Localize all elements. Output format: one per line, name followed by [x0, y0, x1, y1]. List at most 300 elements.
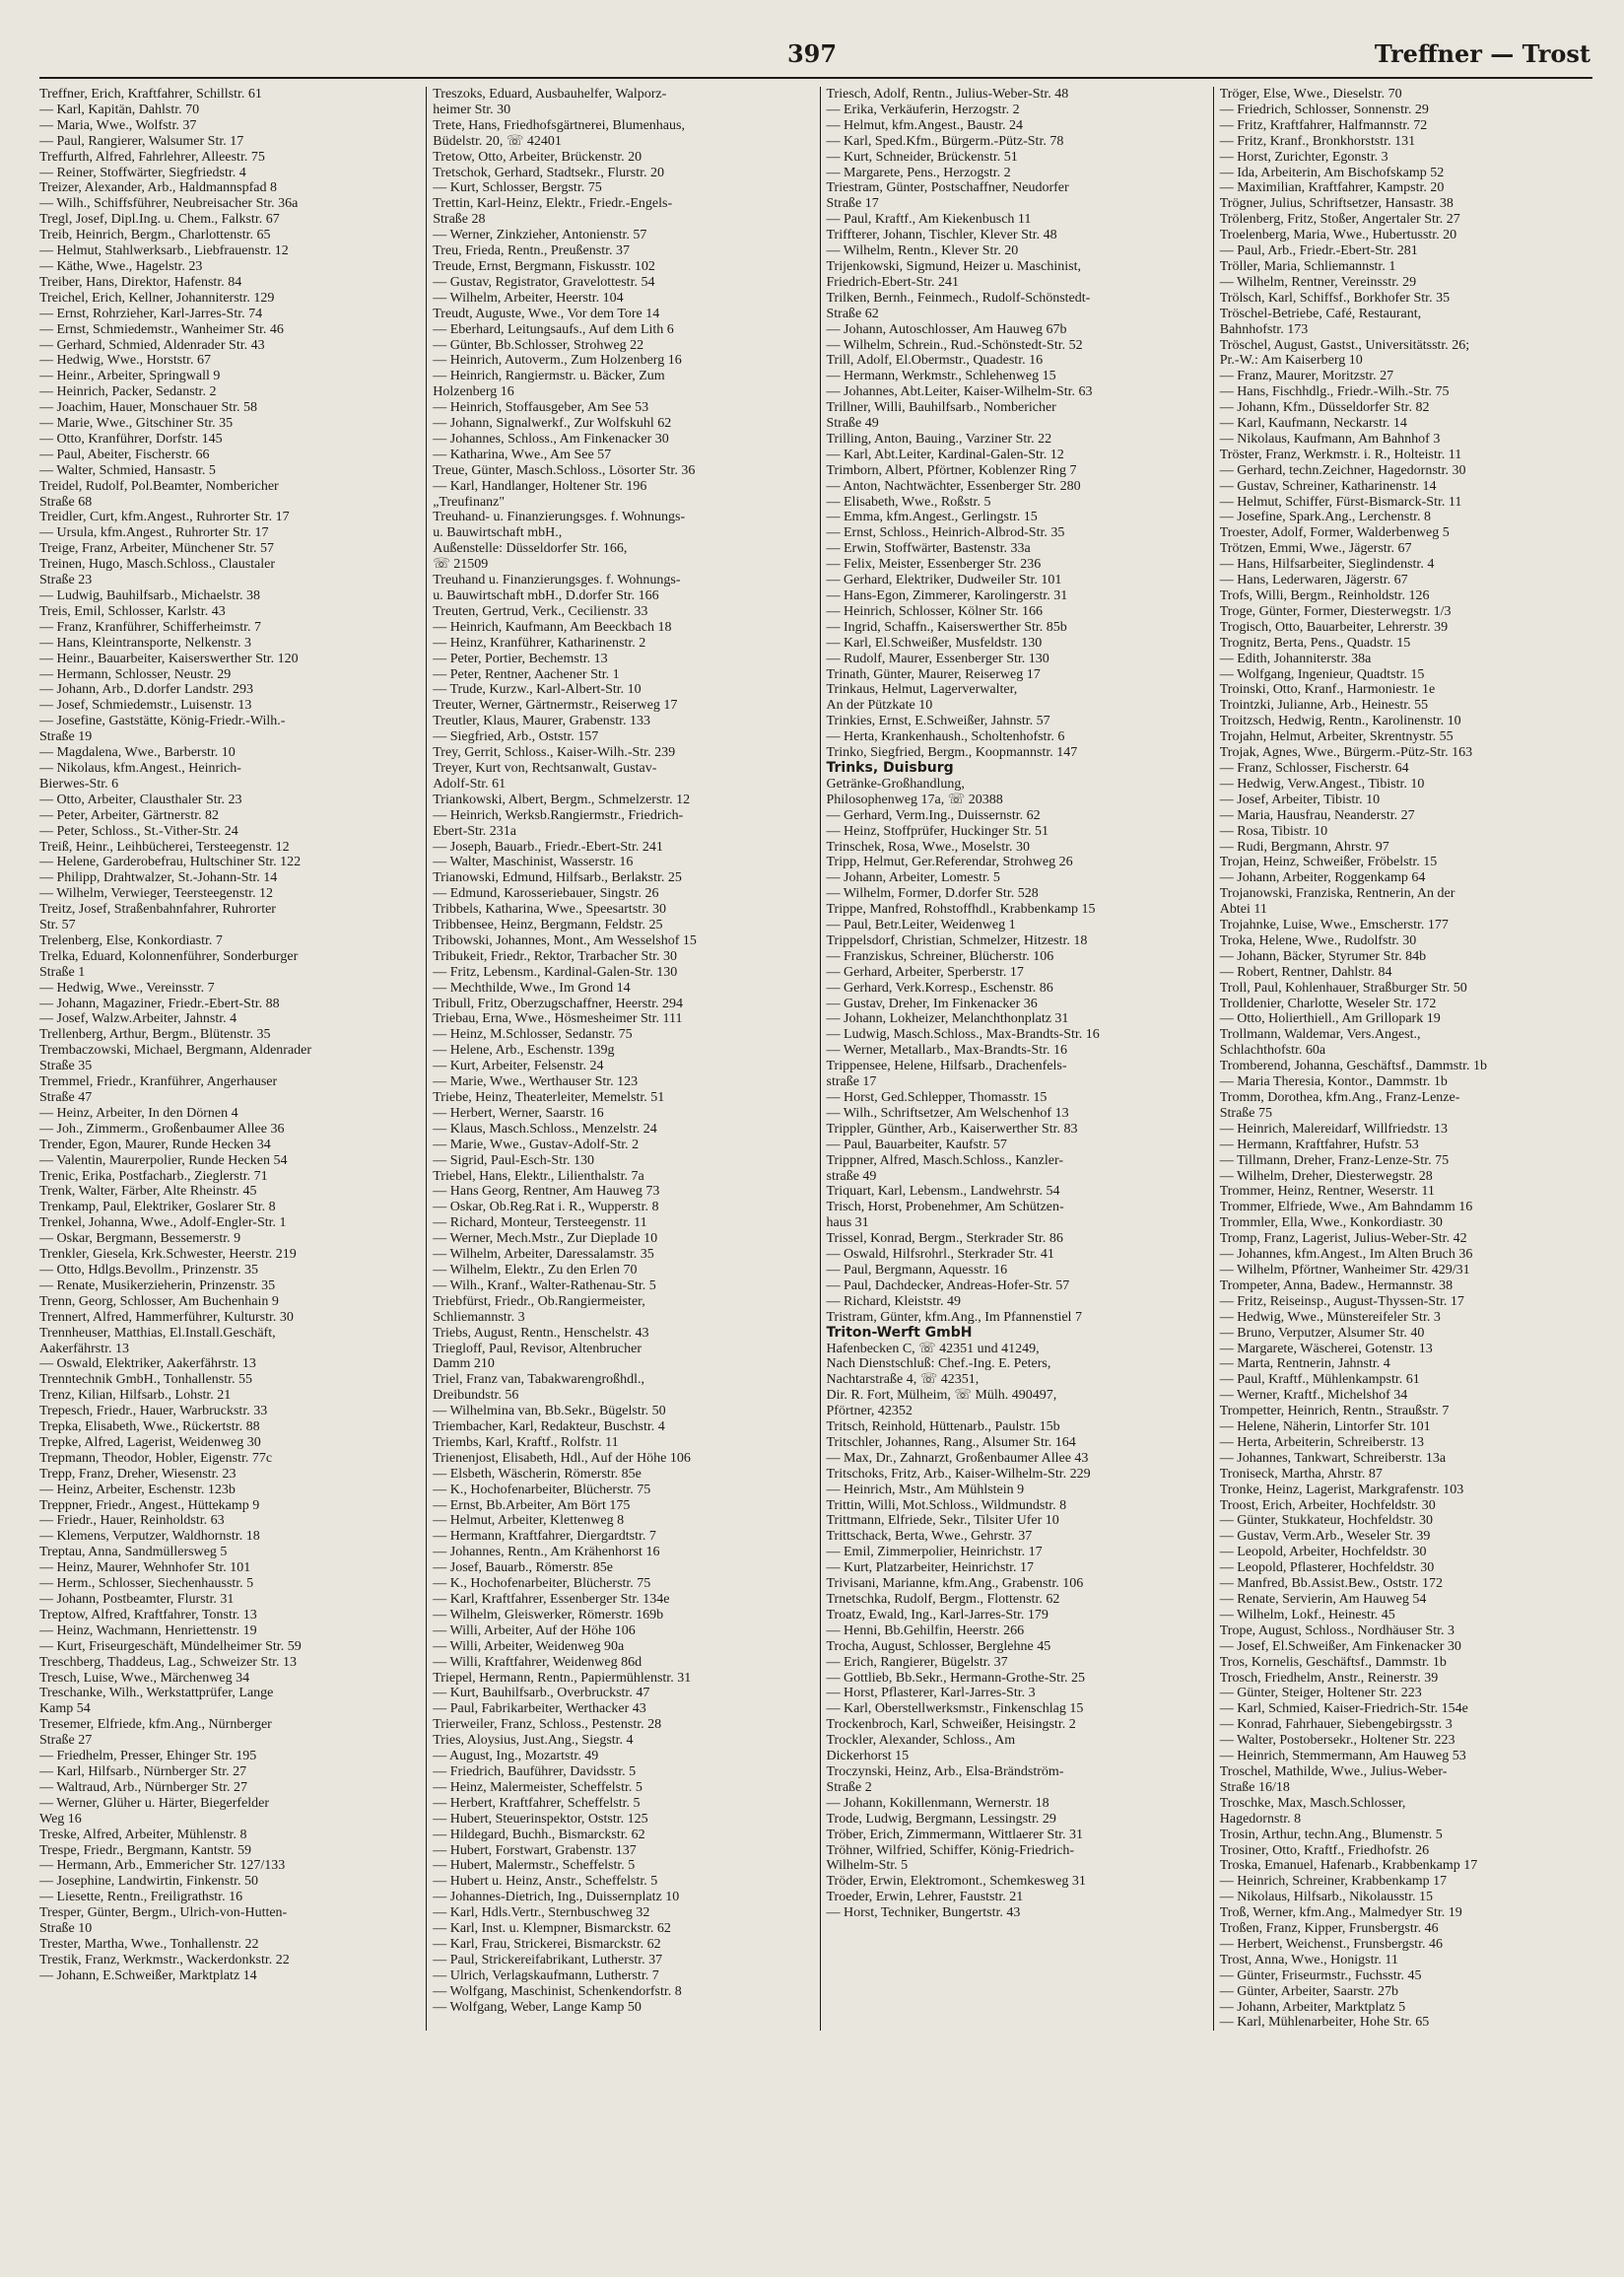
- directory-entry: — Fritz, Reiseinsp., August-Thyssen-Str. 17: [1219, 1293, 1464, 1309]
- directory-entry: — Horst, Techniker, Bungertstr. 43: [826, 1905, 1021, 1921]
- directory-entry: Trianowski, Edmund, Hilfsarb., Berlakstr. 25: [433, 870, 682, 886]
- directory-entry: — Karl, Schmied, Kaiser-Friedrich-Str. 154e: [1219, 1701, 1468, 1717]
- directory-entry: — Konrad, Fahrhauer, Siebengebirgsstr. 3: [1219, 1717, 1453, 1733]
- directory-entry: — Ernst, Schmiedemstr., Wanheimer Str. 46: [39, 321, 284, 337]
- directory-entry: Nachtarstraße 4, ☏ 42351,: [826, 1372, 980, 1388]
- directory-entry: — Joseph, Bauarb., Friedr.-Ebert-Str. 241: [433, 839, 663, 855]
- directory-entry: Trommler, Ella, Wwe., Konkordiastr. 30: [1219, 1215, 1443, 1231]
- directory-entry: Troniseck, Martha, Ahrstr. 87: [1219, 1466, 1383, 1482]
- directory-entry: — Hans Georg, Rentner, Am Hauweg 73: [433, 1184, 660, 1200]
- directory-entry: — Wilhelm, Rentn., Klever Str. 20: [826, 243, 1019, 259]
- directory-entry: — Rudi, Bergmann, Ahrstr. 97: [1219, 839, 1389, 855]
- directory-entry: Straße 19: [39, 729, 93, 745]
- directory-entry: — Herbert, Kraftfahrer, Scheffelstr. 5: [433, 1795, 641, 1811]
- directory-column-4: [1213, 87, 1592, 2031]
- directory-entry: — Joh., Zimmerm., Großenbaumer Allee 36: [39, 1121, 285, 1137]
- directory-entry: — Wilhelm, Former, D.dorfer Str. 528: [826, 886, 1039, 902]
- directory-entry: — Rudolf, Maurer, Essenberger Str. 130: [826, 651, 1049, 666]
- directory-entry: — Joachim, Hauer, Monschauer Str. 58: [39, 400, 258, 416]
- directory-entry: Triffterer, Johann, Tischler, Klever Str. 48: [826, 228, 1057, 243]
- directory-entry: — Reiner, Stoffwärter, Siegfriedstr. 4: [39, 165, 246, 180]
- directory-entry: — Gottlieb, Bb.Sekr., Hermann-Grothe-Str. 25: [826, 1670, 1085, 1686]
- directory-entry: — Heinr., Arbeiter, Springwall 9: [39, 369, 221, 384]
- directory-entry: — Josef, Schmiedemstr., Luisenstr. 13: [39, 698, 252, 714]
- directory-entry: Treinen, Hugo, Masch.Schloss., Claustaler: [39, 557, 276, 573]
- directory-entry: — Elisabeth, Wwe., Roßstr. 5: [826, 494, 991, 510]
- directory-entry: — Karl, Abt.Leiter, Kardinal-Galen-Str. 12: [826, 447, 1064, 462]
- directory-entry: Triembacher, Karl, Redakteur, Buschstr. 4: [433, 1419, 665, 1435]
- directory-entry: — Gerhard, techn.Zeichner, Hagedornstr. 30: [1219, 462, 1466, 478]
- directory-entry: Triquart, Karl, Lebensm., Landwehrstr. 54: [826, 1184, 1060, 1200]
- directory-entry: — Heinz, Malermeister, Scheffelstr. 5: [433, 1779, 643, 1795]
- directory-entry: — Franz, Maurer, Moritzstr. 27: [1219, 369, 1394, 384]
- directory-entry: — Maria Theresia, Kontor., Dammstr. 1b: [1219, 1074, 1448, 1090]
- directory-entry: Straße 62: [826, 306, 879, 321]
- directory-entry: — Johann, Lokheizer, Melanchthonplatz 31: [826, 1011, 1069, 1027]
- directory-entry: — Hermann, Kraftfahrer, Diergardtstr. 7: [433, 1529, 656, 1545]
- directory-entry: Trenkamp, Paul, Elektriker, Goslarer Str. 8: [39, 1200, 276, 1215]
- directory-entry: Tröller, Maria, Schliemannstr. 1: [1219, 258, 1396, 274]
- directory-entry: Trenntechnik GmbH., Tonhallenstr. 55: [39, 1372, 253, 1388]
- directory-entry: Treuten, Gertrud, Verk., Cecilienstr. 33: [433, 603, 648, 619]
- directory-entry: Straße 1: [39, 964, 86, 980]
- directory-entry: Trittmann, Elfriede, Sekr., Tilsiter Ufer 10: [826, 1513, 1059, 1529]
- directory-entry: — Erika, Verkäuferin, Herzogstr. 2: [826, 102, 1020, 117]
- directory-entry: Tritschoks, Fritz, Arb., Kaiser-Wilhelm-Str. 229: [826, 1466, 1091, 1482]
- directory-entry: Außenstelle: Düsseldorfer Str. 166,: [433, 541, 628, 557]
- directory-entry: — Hans, Lederwaren, Jägerstr. 67: [1219, 573, 1408, 588]
- directory-entry: — Josefine, Gaststätte, König-Friedr.-Wilh.-: [39, 714, 286, 729]
- directory-entry: Troschel, Mathilde, Wwe., Julius-Weber-: [1219, 1763, 1448, 1779]
- directory-entry: Tregl, Josef, Dipl.Ing. u. Chem., Falkstr. 67: [39, 212, 280, 228]
- directory-entry: — Wilhelm, Rentner, Vereinsstr. 29: [1219, 274, 1417, 290]
- directory-entry: Tröder, Erwin, Elektromont., Schemkesweg 31: [826, 1874, 1086, 1890]
- directory-entry: Trognitz, Berta, Pens., Quadstr. 15: [1219, 635, 1411, 651]
- directory-entry: Trisch, Horst, Probenehmer, Am Schützen-: [826, 1200, 1064, 1215]
- directory-entry: Treue, Günter, Masch.Schloss., Lösorter Str. 36: [433, 462, 696, 478]
- directory-entry: Trinkaus, Helmut, Lagerverwalter,: [826, 682, 1018, 698]
- directory-entry: Trojanowski, Franziska, Rentnerin, An der: [1219, 886, 1455, 902]
- directory-entry: — Renate, Musikerzieherin, Prinzenstr. 35: [39, 1277, 276, 1293]
- directory-entry: Str. 57: [39, 918, 76, 933]
- directory-entry: Treige, Franz, Arbeiter, Münchener Str. 57: [39, 541, 275, 557]
- directory-entry: Trienenjost, Elisabeth, Hdl., Auf der Höhe 106: [433, 1450, 691, 1466]
- directory-entry: Trepka, Elisabeth, Wwe., Rückertstr. 88: [39, 1419, 260, 1435]
- directory-entry: Tresch, Luise, Wwe., Märchenweg 34: [39, 1670, 250, 1686]
- directory-entry: Straße 16/18: [1219, 1779, 1290, 1795]
- directory-entry: Troßen, Franz, Kipper, Frunsbergstr. 46: [1219, 1921, 1439, 1937]
- directory-entry: Tribbensee, Heinz, Bergmann, Feldstr. 25: [433, 918, 663, 933]
- directory-entry: — Gerhard, Schmied, Aldenrader Str. 43: [39, 337, 265, 353]
- directory-entry: — Hubert, Malermstr., Scheffelstr. 5: [433, 1858, 636, 1874]
- directory-entry: — Marie, Wwe., Gustav-Adolf-Str. 2: [433, 1137, 640, 1152]
- directory-entry: — Ludwig, Masch.Schloss., Max-Brandts-Str. 16: [826, 1027, 1100, 1043]
- directory-entry: Trierweiler, Franz, Schloss., Pestenstr. 28: [433, 1717, 662, 1733]
- directory-entry: Straße 2: [826, 1779, 872, 1795]
- directory-entry: — Walter, Schmied, Hansastr. 5: [39, 462, 216, 478]
- directory-entry: — Karl, Kapitän, Dahlstr. 70: [39, 102, 200, 117]
- directory-entry: Trender, Egon, Maurer, Runde Hecken 34: [39, 1137, 271, 1152]
- directory-entry: — Paul, Strickereifabrikant, Lutherstr. 37: [433, 1952, 663, 1967]
- directory-entry: Trojahnke, Luise, Wwe., Emscherstr. 177: [1219, 918, 1449, 933]
- directory-entry: — Wilhelm, Lokf., Heinestr. 45: [1219, 1607, 1395, 1622]
- directory-entry: — Leopold, Pflasterer, Hochfeldstr. 30: [1219, 1560, 1435, 1576]
- directory-entry: Straße 68: [39, 494, 93, 510]
- directory-entry: Triankowski, Albert, Bergm., Schmelzerstr. 12: [433, 792, 691, 807]
- directory-entry: — Werner, Mech.Mstr., Zur Dieplade 10: [433, 1231, 658, 1247]
- page-number: 397: [786, 39, 838, 68]
- directory-entry: — Heinrich, Stoffausgeber, Am See 53: [433, 400, 649, 416]
- directory-entry: Trnetschka, Rudolf, Bergm., Flottenstr. 62: [826, 1592, 1060, 1607]
- directory-entry: Kamp 54: [39, 1701, 91, 1717]
- directory-entry: — Werner, Metallarb., Max-Brandts-Str. 16: [826, 1043, 1068, 1059]
- directory-entry: Trinkies, Ernst, E.Schweißer, Jahnstr. 57: [826, 714, 1050, 729]
- directory-entry: Trommer, Elfriede, Wwe., Am Bahndamm 16: [1219, 1200, 1473, 1215]
- directory-entry: Treitz, Josef, Straßenbahnfahrer, Ruhrorter: [39, 902, 276, 918]
- directory-entry: u. Bauwirtschaft mbH., D.dorfer Str. 166: [433, 588, 659, 603]
- directory-entry: Tretschok, Gerhard, Stadtsekr., Flurstr. 20: [433, 165, 664, 180]
- directory-entry: Treske, Alfred, Arbeiter, Mühlenstr. 8: [39, 1827, 247, 1842]
- directory-entry: Trembaczowski, Michael, Bergmann, Aldenrader: [39, 1043, 312, 1059]
- directory-entry: — Hermann, Kraftfahrer, Hufstr. 53: [1219, 1137, 1419, 1152]
- directory-entry: Tribbels, Katharina, Wwe., Speesartstr. 30: [433, 902, 667, 918]
- directory-entry: — Johann, Kfm., Düsseldorfer Str. 82: [1219, 400, 1430, 416]
- directory-entry: — Otto, Holierthiell., Am Grillopark 19: [1219, 1011, 1441, 1027]
- directory-entry: Trelenberg, Else, Konkordiastr. 7: [39, 932, 223, 948]
- directory-entry: — Johann, Kokillenmann, Wernerstr. 18: [826, 1795, 1049, 1811]
- directory-entry: Treudt, Auguste, Wwe., Vor dem Tore 14: [433, 306, 660, 321]
- directory-entry: Trost, Anna, Wwe., Honigstr. 11: [1219, 1952, 1398, 1967]
- directory-entry: — Hubert u. Heinz, Anstr., Scheffelstr. 5: [433, 1874, 658, 1890]
- directory-entry: — Otto, Hdlgs.Bevollm., Prinzenstr. 35: [39, 1262, 259, 1277]
- directory-entry: Triepel, Hermann, Rentn., Papiermühlenstr. 31: [433, 1670, 692, 1686]
- directory-entry: Trettin, Karl-Heinz, Elektr., Friedr.-Engels-: [433, 196, 673, 212]
- directory-entry: — Heinrich, Autoverm., Zum Holzenberg 16: [433, 353, 682, 369]
- directory-entry: — Hubert, Steuerinspektor, Oststr. 125: [433, 1811, 648, 1827]
- directory-entry: — Karl, Handlanger, Holtener Str. 196: [433, 478, 647, 494]
- directory-entry: — Herbert, Werner, Saarstr. 16: [433, 1105, 604, 1121]
- directory-entry: — Karl, Inst. u. Klempner, Bismarckstr. 62: [433, 1921, 671, 1937]
- directory-entry: — Johannes, Schloss., Am Finkenacker 30: [433, 431, 669, 447]
- directory-entry: — Hans, Fischhdlg., Friedr.-Wilh.-Str. 75: [1219, 384, 1450, 400]
- directory-entry: — Heinz, M.Schlosser, Sedanstr. 75: [433, 1027, 633, 1043]
- directory-entry: Trippensee, Helene, Hilfsarb., Drachenfels-: [826, 1059, 1067, 1074]
- directory-entry: — Josephine, Landwirtin, Finkenstr. 50: [39, 1874, 259, 1890]
- directory-entry: Trojan, Heinz, Schweißer, Fröbelstr. 15: [1219, 855, 1438, 870]
- directory-entry: — Oskar, Bergmann, Bessemerstr. 9: [39, 1231, 241, 1247]
- directory-entry: — Gerhard, Arbeiter, Sperberstr. 17: [826, 964, 1024, 980]
- directory-entry: Trockenbroch, Karl, Schweißer, Heisingstr. 2: [826, 1717, 1076, 1733]
- directory-entry: — Ida, Arbeiterin, Am Bischofskamp 52: [1219, 165, 1445, 180]
- directory-entry: Treszoks, Eduard, Ausbauhelfer, Walporz-: [433, 87, 667, 102]
- directory-entry: Treffner, Erich, Kraftfahrer, Schillstr. 61: [39, 87, 262, 102]
- directory-entry: — Paul, Bergmann, Aquesstr. 16: [826, 1262, 1008, 1277]
- directory-entry: Triesch, Adolf, Rentn., Julius-Weber-Str. 48: [826, 87, 1069, 102]
- directory-entry: — Heinrich, Schreiner, Krabbenkamp 17: [1219, 1874, 1448, 1890]
- directory-entry: — Friedrich, Bauführer, Davidsstr. 5: [433, 1763, 637, 1779]
- directory-entry: — Ernst, Rohrzieher, Karl-Jarres-Str. 74: [39, 306, 263, 321]
- directory-entry: Büdelstr. 20, ☏ 42401: [433, 133, 562, 149]
- directory-entry: Tritschler, Johannes, Rang., Alsumer Str. 164: [826, 1434, 1076, 1450]
- directory-entry: — Maria, Wwe., Wolfstr. 37: [39, 117, 197, 133]
- directory-entry: — Paul, Rangierer, Walsumer Str. 17: [39, 133, 244, 149]
- directory-entry: Troost, Erich, Arbeiter, Hochfeldstr. 30: [1219, 1497, 1436, 1513]
- directory-entry: Dreibundstr. 56: [433, 1388, 519, 1404]
- directory-entry: Treude, Ernst, Bergmann, Fiskusstr. 102: [433, 258, 655, 274]
- directory-entry: Treib, Heinrich, Bergm., Charlottenstr. 65: [39, 228, 271, 243]
- directory-entry: — Heinrich, Stemmermann, Am Hauweg 53: [1219, 1749, 1466, 1764]
- directory-entry: Tromp, Franz, Lagerist, Julius-Weber-Str. 42: [1219, 1231, 1467, 1247]
- directory-entry: — Karl, Sped.Kfm., Bürgerm.-Pütz-Str. 78: [826, 133, 1064, 149]
- directory-entry: Triel, Franz van, Tabakwarengroßhdl.,: [433, 1372, 645, 1388]
- directory-entry: Treuhand u. Finanzierungsges. f. Wohnungs-: [433, 573, 681, 588]
- directory-entry: Trippelsdorf, Christian, Schmelzer, Hitzestr. 18: [826, 932, 1088, 948]
- directory-entry: — Otto, Kranführer, Dorfstr. 145: [39, 431, 223, 447]
- directory-entry: — Hans, Kleintransporte, Nelkenstr. 3: [39, 635, 252, 651]
- directory-entry: — Hedwig, Verw.Angest., Tibistr. 10: [1219, 776, 1425, 792]
- directory-entry: — Kurt, Arbeiter, Felsenstr. 24: [433, 1059, 604, 1074]
- directory-entry: Trinks, Duisburg: [826, 759, 954, 776]
- directory-entry: — Günter, Steiger, Holtener Str. 223: [1219, 1686, 1422, 1701]
- directory-entry: — Johann, Arbeiter, Lomestr. 5: [826, 870, 1000, 886]
- directory-entry: Adolf-Str. 61: [433, 776, 507, 792]
- directory-entry: — Heinz, Kranführer, Katharinenstr. 2: [433, 635, 646, 651]
- directory-entry: Triebel, Hans, Elektr., Lilienthalstr. 7a: [433, 1168, 644, 1184]
- directory-entry: Trinath, Günter, Maurer, Reiserweg 17: [826, 666, 1041, 682]
- directory-entry: — August, Ing., Mozartstr. 49: [433, 1749, 599, 1764]
- directory-entry: Weg 16: [39, 1811, 82, 1827]
- directory-entry: Pr.-W.: Am Kaiserberg 10: [1219, 353, 1363, 369]
- directory-entry: — Helmut, Arbeiter, Klettenweg 8: [433, 1513, 625, 1529]
- directory-entry: — Wilhelm, Dreher, Diesterwegstr. 28: [1219, 1168, 1433, 1184]
- directory-entry: — Heinrich, Werksb.Rangiermstr., Friedrich-: [433, 807, 684, 823]
- directory-entry: — Oskar, Ob.Reg.Rat i. R., Wupperstr. 8: [433, 1200, 659, 1215]
- directory-entry: — Richard, Kleiststr. 49: [826, 1293, 961, 1309]
- directory-entry: Trimborn, Albert, Pförtner, Koblenzer Ring 7: [826, 462, 1077, 478]
- directory-entry: — Heinz, Arbeiter, In den Dörnen 4: [39, 1105, 238, 1121]
- directory-entry: Trissel, Konrad, Bergm., Sterkrader Str. 86: [826, 1231, 1063, 1247]
- directory-entry: Ebert-Str. 231a: [433, 823, 517, 839]
- directory-entry: — Wilhelm, Schrein., Rud.-Schönstedt-Str. 52: [826, 337, 1083, 353]
- directory-entry: Treschanke, Wilh., Werkstattprüfer, Lange: [39, 1686, 274, 1701]
- directory-entry: Treidler, Curt, kfm.Angest., Ruhrorter Str. 17: [39, 510, 290, 525]
- directory-entry: — Peter, Schloss., St.-Vither-Str. 24: [39, 823, 238, 839]
- directory-entry: — Kurt, Platzarbeiter, Heinrichstr. 17: [826, 1560, 1035, 1576]
- directory-entry: Trillner, Willi, Bauhilfsarb., Nombericher: [826, 400, 1056, 416]
- directory-entry: Trögner, Julius, Schriftsetzer, Hansastr. 38: [1219, 196, 1454, 212]
- directory-entry: — Richard, Monteur, Tersteegenstr. 11: [433, 1215, 647, 1231]
- directory-entry: — Johannes, kfm.Angest., Im Alten Bruch 36: [1219, 1247, 1473, 1263]
- directory-entry: Straße 75: [1219, 1105, 1273, 1121]
- directory-entry: — Karl, Hilfsarb., Nürnberger Str. 27: [39, 1763, 247, 1779]
- directory-entry: — Eberhard, Leitungsaufs., Auf dem Lith 6: [433, 321, 674, 337]
- directory-entry: — Edith, Johanniterstr. 38a: [1219, 651, 1372, 666]
- directory-entry: Triebe, Heinz, Theaterleiter, Memelstr. 51: [433, 1090, 665, 1105]
- directory-entry: Pförtner, 42352: [826, 1404, 913, 1419]
- directory-entry: — Heinz, Stoffprüfer, Huckinger Str. 51: [826, 823, 1049, 839]
- directory-entry: — Henni, Bb.Gehilfin, Heerstr. 266: [826, 1622, 1025, 1638]
- directory-entry: — Emma, kfm.Angest., Gerlingstr. 15: [826, 510, 1038, 525]
- directory-entry: — Walter, Maschinist, Wasserstr. 16: [433, 855, 634, 870]
- directory-entry: — Paul, Abeiter, Fischerstr. 66: [39, 447, 210, 462]
- directory-entry: Dir. R. Fort, Mülheim, ☏ Mülh. 490497,: [826, 1388, 1057, 1404]
- directory-entry: — Johann, Magaziner, Friedr.-Ebert-Str. 88: [39, 996, 280, 1011]
- directory-entry: — Kurt, Schlosser, Bergstr. 75: [433, 180, 602, 196]
- directory-entry: Treis, Emil, Schlosser, Karlstr. 43: [39, 603, 226, 619]
- directory-column-3: [820, 87, 1199, 2031]
- directory-entry: Trompetter, Heinrich, Rentn., Straußstr. 7: [1219, 1404, 1450, 1419]
- directory-entry: — Wolfgang, Ingenieur, Quadtstr. 15: [1219, 666, 1425, 682]
- directory-entry: — Wilh., Kranf., Walter-Rathenau-Str. 5: [433, 1277, 656, 1293]
- directory-entry: — Hermann, Werkmstr., Schlehenweg 15: [826, 369, 1056, 384]
- directory-entry: Trolldenier, Charlotte, Weseler Str. 172: [1219, 996, 1437, 1011]
- directory-entry: Trosch, Friedhelm, Anstr., Reinerstr. 39: [1219, 1670, 1439, 1686]
- directory-entry: Troczynski, Heinz, Arb., Elsa-Brändström-: [826, 1763, 1064, 1779]
- directory-entry: Treschberg, Thaddeus, Lag., Schweizer Str. 13: [39, 1654, 298, 1670]
- directory-entry: Trelka, Eduard, Kolonnenführer, Sonderburger: [39, 948, 299, 964]
- directory-entry: Trommer, Heinz, Rentner, Weserstr. 11: [1219, 1184, 1435, 1200]
- directory-entry: Trilken, Bernh., Feinmech., Rudolf-Schönstedt-: [826, 290, 1091, 306]
- directory-entry: — Friedr., Hauer, Reinholdstr. 63: [39, 1513, 225, 1529]
- directory-entry: — Johann, Signalwerkf., Zur Wolfskuhl 62: [433, 416, 672, 432]
- directory-entry: Damm 210: [433, 1356, 495, 1372]
- directory-entry: Trippe, Manfred, Rohstoffhdl., Krabbenkamp 15: [826, 902, 1096, 918]
- directory-entry: — Franziskus, Schreiner, Blücherstr. 106: [826, 948, 1054, 964]
- directory-entry: — Paul, Kraftf., Am Kiekenbusch 11: [826, 212, 1032, 228]
- directory-entry: — Werner, Zinkzieher, Antonienstr. 57: [433, 228, 647, 243]
- directory-entry: Trennheuser, Matthias, El.Install.Geschäft,: [39, 1325, 276, 1341]
- directory-entry: — Horst, Zurichter, Egonstr. 3: [1219, 149, 1388, 165]
- directory-entry: Trenic, Erika, Postfacharb., Zieglerstr. 71: [39, 1168, 268, 1184]
- directory-entry: — Marie, Wwe., Werthauser Str. 123: [433, 1074, 639, 1090]
- directory-entry: Trittschack, Berta, Wwe., Gehrstr. 37: [826, 1529, 1033, 1545]
- directory-entry: Trestik, Franz, Werkmstr., Wackerdonkstr. 22: [39, 1952, 290, 1967]
- directory-entry: — Felix, Meister, Essenberger Str. 236: [826, 557, 1042, 573]
- directory-entry: — Johannes, Tankwart, Schreiberstr. 13a: [1219, 1450, 1447, 1466]
- header-rule: [39, 77, 1592, 79]
- directory-entry: Triestram, Günter, Postschaffner, Neudorfer: [826, 180, 1069, 196]
- directory-entry: — Günter, Friseurmstr., Fuchsstr. 45: [1219, 1967, 1422, 1983]
- directory-entry: — Günter, Bb.Schlosser, Strohweg 22: [433, 337, 644, 353]
- directory-entry: Trepmann, Theodor, Hobler, Eigenstr. 77c: [39, 1450, 273, 1466]
- directory-entry: Trenz, Kilian, Hilfsarb., Lohstr. 21: [39, 1388, 232, 1404]
- directory-entry: u. Bauwirtschaft mbH.,: [433, 525, 563, 541]
- directory-entry: — Wilhelm, Pförtner, Wanheimer Str. 429/31: [1219, 1262, 1470, 1277]
- directory-entry: — K., Hochofenarbeiter, Blücherstr. 75: [433, 1482, 651, 1497]
- directory-entry: — Trude, Kurzw., Karl-Albert-Str. 10: [433, 682, 642, 698]
- directory-entry: — Heinz, Wachmann, Henriettenstr. 19: [39, 1622, 257, 1638]
- directory-entry: Straße 35: [39, 1059, 93, 1074]
- directory-entry: — Gustav, Schreiner, Katharinenstr. 14: [1219, 478, 1437, 494]
- directory-entry: — Hermann, Arb., Emmericher Str. 127/133: [39, 1858, 286, 1874]
- directory-entry: — Wolfgang, Weber, Lange Kamp 50: [433, 1999, 642, 2015]
- directory-entry: Tribukeit, Friedr., Rektor, Trarbacher Str. 30: [433, 948, 678, 964]
- directory-entry: — Johannes, Rentn., Am Krähenhorst 16: [433, 1545, 660, 1560]
- directory-entry: — Heinz, Maurer, Wehnhofer Str. 101: [39, 1560, 251, 1576]
- directory-entry: Tröschel-Betriebe, Café, Restaurant,: [1219, 306, 1422, 321]
- directory-entry: — Ernst, Schloss., Heinrich-Albrod-Str. 35: [826, 525, 1065, 541]
- directory-entry: — Sigrid, Paul-Esch-Str. 130: [433, 1152, 594, 1168]
- directory-entry: — Erich, Rangierer, Bügelstr. 37: [826, 1654, 1008, 1670]
- directory-entry: Tretow, Otto, Arbeiter, Brückenstr. 20: [433, 149, 643, 165]
- directory-entry: Hagedornstr. 8: [1219, 1811, 1302, 1827]
- directory-entry: — Johannes, Abt.Leiter, Kaiser-Wilhelm-Str. 63: [826, 384, 1093, 400]
- directory-entry: heimer Str. 30: [433, 102, 511, 117]
- directory-entry: — Josef, Arbeiter, Tibistr. 10: [1219, 792, 1381, 807]
- directory-entry: Treptow, Alfred, Kraftfahrer, Tonstr. 13: [39, 1607, 257, 1622]
- directory-entry: Schlachthofstr. 60a: [1219, 1043, 1326, 1059]
- directory-entry: — Marta, Rentnerin, Jahnstr. 4: [1219, 1356, 1390, 1372]
- directory-entry: Tröber, Erich, Zimmermann, Wittlaerer Str. 31: [826, 1827, 1084, 1842]
- directory-entry: — Heinr., Bauarbeiter, Kaiserswerther Str. 120: [39, 651, 299, 666]
- directory-entry: — Nikolaus, kfm.Angest., Heinrich-: [39, 760, 241, 776]
- directory-entry: — Herta, Arbeiterin, Schreiberstr. 13: [1219, 1434, 1424, 1450]
- directory-entry: — Nikolaus, Kaufmann, Am Bahnhof 3: [1219, 431, 1441, 447]
- directory-entry: Holzenberg 16: [433, 384, 514, 400]
- directory-entry: — Wilhelm, Gleiswerker, Römerstr. 169b: [433, 1607, 664, 1622]
- directory-entry: — Hermann, Schlosser, Neustr. 29: [39, 666, 232, 682]
- directory-entry: Tristram, Günter, kfm.Ang., Im Pfannenstiel 7: [826, 1309, 1082, 1325]
- directory-entry: — Siegfried, Arb., Oststr. 157: [433, 729, 599, 745]
- directory-entry: Treu, Frieda, Rentn., Preußenstr. 37: [433, 243, 630, 259]
- directory-entry: — Hubert, Forstwart, Grabenstr. 137: [433, 1842, 637, 1858]
- directory-entry: — Josefine, Spark.Ang., Lerchenstr. 8: [1219, 510, 1431, 525]
- directory-entry: Tresper, Günter, Bergm., Ulrich-von-Hutten-: [39, 1905, 288, 1921]
- directory-entry: Aakerfährstr. 13: [39, 1341, 129, 1356]
- directory-entry: — Ulrich, Verlagskaufmann, Lutherstr. 7: [433, 1967, 659, 1983]
- directory-entry: Nach Dienstschluß: Chef.-Ing. E. Peters,: [826, 1356, 1051, 1372]
- directory-entry: — Josef, Walzw.Arbeiter, Jahnstr. 4: [39, 1011, 237, 1027]
- directory-entry: — Leopold, Arbeiter, Hochfeldstr. 30: [1219, 1545, 1427, 1560]
- directory-entry: Troester, Adolf, Former, Walderbenweg 5: [1219, 525, 1450, 541]
- directory-entry: Tröhner, Wilfried, Schiffer, König-Friedrich-: [826, 1842, 1075, 1858]
- directory-entry: — Maximilian, Kraftfahrer, Kampstr. 20: [1219, 180, 1445, 196]
- directory-entry: — Willi, Kraftfahrer, Weidenweg 86d: [433, 1654, 643, 1670]
- directory-entry: Troll, Paul, Kohlenhauer, Straßburger Str. 50: [1219, 980, 1467, 996]
- directory-entry: — Paul, Fabrikarbeiter, Werthacker 43: [433, 1701, 646, 1717]
- directory-entry: Treichel, Erich, Kellner, Johanniterstr. 129: [39, 290, 275, 306]
- directory-entry: Tripp, Helmut, Ger.Referendar, Strohweg 26: [826, 855, 1073, 870]
- directory-entry: — Johann, Arb., D.dorfer Landstr. 293: [39, 682, 253, 698]
- directory-entry: — Franz, Schlosser, Fischerstr. 64: [1219, 760, 1409, 776]
- directory-entry: — Helmut, kfm.Angest., Baustr. 24: [826, 117, 1023, 133]
- directory-entry: — Fritz, Kranf., Bronkhorststr. 131: [1219, 133, 1416, 149]
- directory-entry: Treidel, Rudolf, Pol.Beamter, Nombericher: [39, 478, 279, 494]
- directory-entry: — Ernst, Bb.Arbeiter, Am Bört 175: [433, 1497, 631, 1513]
- directory-entry: — Gustav, Registrator, Gravelottestr. 54: [433, 274, 655, 290]
- directory-entry: Trope, August, Schloss., Nordhäuser Str. 3: [1219, 1622, 1455, 1638]
- directory-entry: Trockler, Alexander, Schloss., Am: [826, 1733, 1016, 1749]
- directory-entry: Trippner, Alfred, Masch.Schloss., Kanzler-: [826, 1152, 1063, 1168]
- directory-entry: — Wilh., Schiffsführer, Neubreisacher Str. 36a: [39, 196, 299, 212]
- directory-entry: — Peter, Arbeiter, Gärtnerstr. 82: [39, 807, 219, 823]
- directory-entry: — Margarete, Pens., Herzogstr. 2: [826, 165, 1011, 180]
- directory-entry: Trötzen, Emmi, Wwe., Jägerstr. 67: [1219, 541, 1412, 557]
- directory-entry: Trester, Martha, Wwe., Tonhallenstr. 22: [39, 1936, 259, 1952]
- directory-entry: — Ursula, kfm.Angest., Ruhrorter Str. 17: [39, 525, 269, 541]
- directory-entry: Philosophenweg 17a, ☏ 20388: [826, 792, 1003, 807]
- directory-entry: — Max, Dr., Zahnarzt, Großenbaumer Allee 43: [826, 1450, 1089, 1466]
- directory-entry: Triton-Werft GmbH: [826, 1324, 973, 1341]
- directory-entry: — Josef, El.Schweißer, Am Finkenacker 30: [1219, 1638, 1461, 1654]
- directory-entry: — Robert, Rentner, Dahlstr. 84: [1219, 964, 1392, 980]
- directory-entry: Friedrich-Ebert-Str. 241: [826, 274, 960, 290]
- directory-entry: — Oswald, Elektriker, Aakerfährstr. 13: [39, 1356, 256, 1372]
- directory-entry: Straße 17: [826, 196, 879, 212]
- directory-entry: Trill, Adolf, El.Obermstr., Quadestr. 16: [826, 353, 1044, 369]
- directory-entry: — Werner, Glüher u. Härter, Biegerfelder: [39, 1795, 270, 1811]
- directory-entry: — Fritz, Lebensm., Kardinal-Galen-Str. 130: [433, 964, 678, 980]
